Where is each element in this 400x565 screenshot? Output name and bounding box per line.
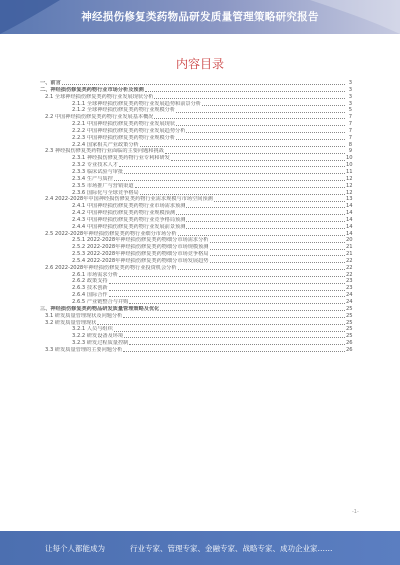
toc-entry[interactable] xyxy=(40,237,352,244)
toc-entry[interactable] xyxy=(40,320,352,327)
toc-entry-title: 2.1.2 全球神经损伤修复类药物行业规模分析 xyxy=(72,107,176,114)
toc-entry[interactable] xyxy=(40,114,352,121)
toc-leader-dots xyxy=(140,146,345,147)
toc-leader-dots xyxy=(178,269,345,270)
toc-leader-dots xyxy=(109,283,345,284)
toc-leader-dots xyxy=(97,324,345,325)
toc-leader-dots xyxy=(176,125,345,126)
toc-leader-dots xyxy=(178,235,345,236)
toc-leader-dots xyxy=(114,331,345,332)
toc-leader-dots xyxy=(123,317,345,318)
toc-entry-title: 二、神经损伤修复类药物行业市场分析及预测 xyxy=(40,86,144,93)
toc-entry[interactable] xyxy=(40,203,352,210)
toc-entry[interactable] xyxy=(40,278,352,285)
toc-leader-dots xyxy=(124,337,345,338)
toc-entry-title: 2.6 2022-2028年神经损伤修复类药物行业投资机会分析 xyxy=(45,264,177,271)
toc-entry-page: 10 xyxy=(346,155,353,162)
toc-entry[interactable] xyxy=(40,292,352,299)
toc-entry-page: 3 xyxy=(348,93,352,100)
toc-entry-page: 26 xyxy=(346,340,353,347)
toc-leader-dots xyxy=(210,242,346,243)
toc-entry-title: 2.3.3 临床试验与审批 xyxy=(72,168,124,175)
toc-leader-dots xyxy=(214,201,345,202)
toc-entry[interactable] xyxy=(40,196,352,203)
toc-entry-title: 2.5.4 2022-2028年神经损伤修复类药物细分市场发展趋势 xyxy=(72,257,209,264)
toc-entry[interactable] xyxy=(40,142,352,149)
toc-entry-page: 21 xyxy=(346,244,353,251)
toc-leader-dots xyxy=(186,221,345,222)
toc-entry-title: 三、神经损伤修复类药物品研发质量管理策略及优化 xyxy=(40,305,160,312)
toc-entry-title: 2.3 神经损伤修复类药物行业面临的主要问题和挑战 xyxy=(45,148,164,155)
toc-leader-dots xyxy=(186,132,345,133)
toc-entry-page: 3 xyxy=(348,86,352,93)
toc-entry-page: 8 xyxy=(348,141,352,148)
toc-entry-title: 2.4.2 中国神经损伤修复类药物行业规模预测 xyxy=(72,210,176,217)
toc-entry[interactable] xyxy=(40,155,352,162)
toc-entry-page: 22 xyxy=(346,264,353,271)
toc-entry-page: 23 xyxy=(346,278,353,285)
toc-leader-dots xyxy=(210,255,346,256)
toc-entry[interactable] xyxy=(40,231,352,238)
toc-entry-title: 2.2.2 中国神经损伤修复类药物行业发展趋势分析 xyxy=(72,127,186,134)
toc-entry[interactable] xyxy=(40,176,352,183)
page-number: -1- xyxy=(352,509,359,515)
toc-leader-dots xyxy=(109,296,345,297)
toc-entry-page: 12 xyxy=(346,189,353,196)
toc-entry-page: 14 xyxy=(346,203,353,210)
toc-entry-title: 2.4.1 中国神经损伤修复类药物行业市场需求预测 xyxy=(72,203,186,210)
toc-entry[interactable] xyxy=(40,94,352,101)
toc-entry[interactable] xyxy=(40,265,352,272)
toc-entry-title: 2.4.4 中国神经损伤修复类药物行业发展前景预测 xyxy=(72,223,186,230)
toc-entry[interactable] xyxy=(40,272,352,279)
toc-entry-title: 2.6.2 政策支持 xyxy=(72,278,108,285)
toc-entry-title: 2.3.5 市场推广与营销渠道 xyxy=(72,182,134,189)
toc-heading: 内容目录 xyxy=(175,57,224,71)
toc-entry[interactable] xyxy=(40,135,352,142)
toc-entry[interactable] xyxy=(40,148,352,155)
toc-entry-title: 2.1 全球神经损伤修复类药物行业发展现状分析 xyxy=(45,93,154,100)
toc-entry-title: 2.5.3 2022-2028年神经损伤修复类药物细分市场竞争格局 xyxy=(72,251,209,258)
toc-leader-dots xyxy=(119,166,345,167)
toc-leader-dots xyxy=(124,173,345,174)
toc-entry-page: 14 xyxy=(346,216,353,223)
table-of-contents xyxy=(40,80,352,354)
toc-entry-page: 3 xyxy=(348,80,352,86)
toc-leader-dots xyxy=(109,290,345,291)
toc-entry-title: 2.6.5 产业链整合与并购 xyxy=(72,299,129,305)
toc-entry[interactable] xyxy=(40,162,352,169)
toc-entry[interactable] xyxy=(40,87,352,94)
toc-entry-title: 2.6.4 国际合作 xyxy=(72,292,108,299)
toc-leader-dots xyxy=(123,351,345,352)
toc-leader-dots xyxy=(140,194,345,195)
toc-entry-page: 21 xyxy=(346,251,353,258)
toc-entry-title: 2.3.6 国际化与全球竞争格局 xyxy=(72,189,139,196)
header-banner xyxy=(0,0,400,34)
toc-leader-dots xyxy=(62,84,345,85)
toc-entry-page: 13 xyxy=(346,196,353,203)
toc-entry[interactable] xyxy=(40,340,352,347)
toc-entry-page: 25 xyxy=(346,333,353,340)
toc-entry-title: 2.5 2022-2028年神经损伤修复类药物行业细分市场分析 xyxy=(45,230,177,237)
toc-entry-title: 2.2 中国神经损伤修复类药物行业发展基本概况 xyxy=(45,114,154,121)
toc-entry-title: 3.2.1 人员与组织 xyxy=(72,326,113,333)
toc-entry-title: 2.3.2 专业技术人才 xyxy=(72,162,118,169)
toc-entry-title: 2.4 2022-2028年中国神经损伤修复类药物行业需求规模与市场空间预测 xyxy=(45,196,213,203)
toc-leader-dots xyxy=(186,207,345,208)
toc-entry[interactable] xyxy=(40,326,352,333)
toc-leader-dots xyxy=(176,214,345,215)
toc-entry-page: 5 xyxy=(348,107,352,114)
toc-entry-page: 20 xyxy=(346,237,353,244)
toc-leader-dots xyxy=(135,187,345,188)
toc-entry[interactable] xyxy=(40,285,352,292)
toc-leader-dots xyxy=(114,180,345,181)
toc-entry-page: 10 xyxy=(346,162,353,169)
toc-entry-title: 2.5.1 2022-2028年神经损伤修复类药物细分市场需求分析 xyxy=(72,237,209,244)
toc-entry-page: 14 xyxy=(346,223,353,230)
toc-leader-dots xyxy=(165,153,345,154)
toc-entry-page: 22 xyxy=(346,271,353,278)
footer-slogan: 让每个人都能成为 xyxy=(45,544,105,553)
toc-leader-dots xyxy=(176,139,345,140)
toc-entry[interactable] xyxy=(40,217,352,224)
toc-entry-title: 2.1.1 全球神经损伤修复类药物行业发展趋势和前景分析 xyxy=(72,100,201,107)
toc-entry[interactable] xyxy=(40,121,352,128)
toc-entry-title: 3.2 研发质量管理现状 xyxy=(45,319,97,326)
toc-entry[interactable] xyxy=(40,101,352,108)
report-title: 神经损伤修复类药物品研发质量管理策略研究报告 xyxy=(81,11,319,23)
toc-leader-dots xyxy=(171,160,345,161)
toc-entry-page: 9 xyxy=(348,148,352,155)
toc-leader-dots xyxy=(154,118,345,119)
toc-entry[interactable] xyxy=(40,244,352,251)
toc-entry[interactable] xyxy=(40,210,352,217)
toc-entry-page: 25 xyxy=(346,305,353,312)
toc-entry-page: 25 xyxy=(346,319,353,326)
toc-entry-page: 25 xyxy=(346,326,353,333)
toc-entry-title: 2.2.3 中国神经损伤修复类药物行业规模分析 xyxy=(72,134,176,141)
toc-entry-title: 3.2.3 研发过程质量控制 xyxy=(72,340,129,347)
toc-leader-dots xyxy=(129,344,345,345)
toc-leader-dots xyxy=(186,228,345,229)
toc-leader-dots xyxy=(145,91,345,92)
toc-entry[interactable] xyxy=(40,169,352,176)
toc-entry-title: 3.2.2 研发设备及环境 xyxy=(72,333,124,340)
toc-entry-title: 3.1 研发质量管理现状及问题分析 xyxy=(45,312,123,319)
toc-entry-page: 25 xyxy=(346,312,353,319)
toc-entry[interactable] xyxy=(40,347,352,354)
toc-entry-title: 2.6.1 市场需求分析 xyxy=(72,271,118,278)
toc-entry-title: 一、前言 xyxy=(40,80,61,86)
toc-leader-dots xyxy=(154,98,345,99)
toc-entry[interactable] xyxy=(40,80,352,87)
toc-leader-dots xyxy=(160,310,345,311)
toc-entry-page: 12 xyxy=(346,175,353,182)
toc-entry-page: 3 xyxy=(348,100,352,107)
toc-leader-dots xyxy=(176,112,345,113)
toc-entry-page: 7 xyxy=(348,127,352,134)
toc-entry-page: 14 xyxy=(346,210,353,217)
toc-entry-page: 7 xyxy=(348,121,352,128)
toc-entry[interactable] xyxy=(40,183,352,190)
toc-entry-page: 7 xyxy=(348,134,352,141)
toc-leader-dots xyxy=(210,262,346,263)
toc-entry[interactable] xyxy=(40,190,352,197)
toc-entry[interactable] xyxy=(40,313,352,320)
toc-entry-title: 2.6.3 技术创新 xyxy=(72,285,108,292)
toc-entry-title: 2.2.4 国家相关产业政策分析 xyxy=(72,141,139,148)
toc-entry[interactable] xyxy=(40,333,352,340)
toc-entry-title: 2.4.3 中国神经损伤修复类药物行业竞争格局预测 xyxy=(72,216,186,223)
toc-entry-title: 3.3 研发质量管理的主要问题分析 xyxy=(45,346,123,353)
toc-entry[interactable] xyxy=(40,251,352,258)
footer-banner xyxy=(0,531,400,565)
toc-entry[interactable] xyxy=(40,306,352,313)
toc-leader-dots xyxy=(129,303,345,304)
toc-entry-title: 2.2.1 中国神经损伤修复类药物行业发展现状 xyxy=(72,121,176,128)
toc-entry-page: 14 xyxy=(346,230,353,237)
toc-entry-page: 7 xyxy=(348,114,352,121)
toc-leader-dots xyxy=(210,249,346,250)
toc-leader-dots xyxy=(119,276,345,277)
toc-entry-title: 2.3.1 神经损伤修复类药物行业专利和研发 xyxy=(72,155,170,162)
toc-entry[interactable] xyxy=(40,224,352,231)
toc-entry-title: 2.3.4 生产与质控 xyxy=(72,175,113,182)
toc-entry[interactable] xyxy=(40,299,352,306)
footer-tagline: 行业专家、管理专家、金融专家、战略专家、成功企业家…… xyxy=(130,544,333,553)
toc-entry-page: 11 xyxy=(346,168,353,175)
toc-entry[interactable] xyxy=(40,107,352,114)
toc-entry-page: 26 xyxy=(346,346,353,353)
toc-entry-page: 24 xyxy=(346,299,353,305)
toc-entry-page: 12 xyxy=(346,182,353,189)
toc-entry-page: 22 xyxy=(346,257,353,264)
toc-entry-page: 24 xyxy=(346,292,353,299)
toc-entry-page: 23 xyxy=(346,285,353,292)
toc-entry[interactable] xyxy=(40,128,352,135)
toc-leader-dots xyxy=(202,105,345,106)
toc-entry[interactable] xyxy=(40,258,352,265)
toc-entry-title: 2.5.2 2022-2028年神经损伤修复类药物细分市场规模预测 xyxy=(72,244,209,251)
